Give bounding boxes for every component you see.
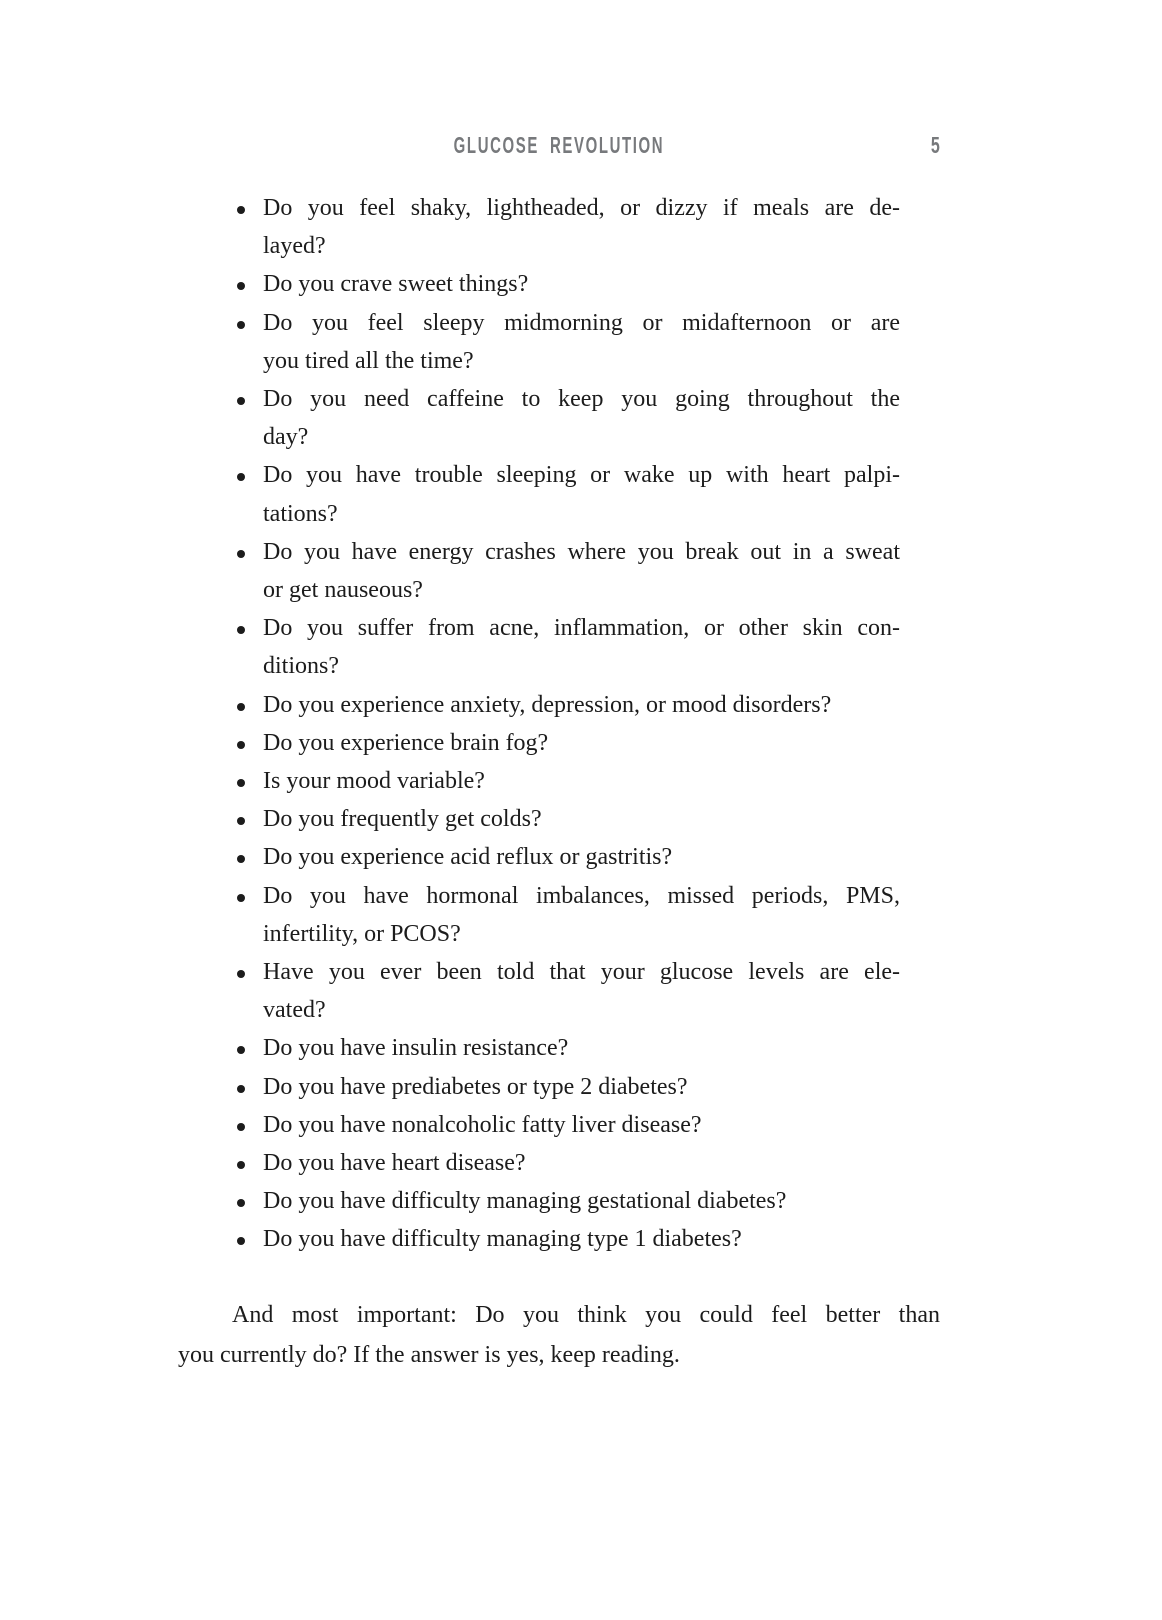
question-item	[178, 1144, 940, 1182]
question-line: infertility, or PCOS?	[263, 920, 461, 947]
question-item	[178, 1068, 940, 1106]
question-line: Have you ever been told that your glucose levels are ele-	[263, 959, 900, 986]
question-line: Do you frequently get colds?	[263, 806, 542, 833]
question-line: or get nauseous?	[263, 577, 423, 604]
bullet-icon	[237, 855, 245, 863]
question-line: Is your mood variable?	[263, 768, 485, 795]
bullet-icon	[237, 397, 245, 405]
question-item	[178, 456, 940, 532]
question-line: Do you have difficulty managing gestational diabetes?	[263, 1188, 787, 1215]
question-line: Do you have nonalcoholic fatty liver disease?	[263, 1111, 702, 1138]
bullet-icon	[237, 1085, 245, 1093]
question-line: tations?	[263, 500, 338, 527]
question-line: Do you have energy crashes where you break out in a sweat	[263, 538, 900, 565]
closing-line: you currently do? If the answer is yes, keep reading.	[178, 1342, 680, 1368]
question-item	[178, 686, 940, 724]
question-item	[178, 1106, 940, 1144]
question-item	[178, 838, 940, 876]
question-item	[178, 800, 940, 838]
question-line: Do you crave sweet things?	[263, 271, 529, 298]
questions-list	[178, 189, 940, 1259]
question-item	[178, 1220, 940, 1258]
bullet-icon	[237, 1237, 245, 1245]
running-head-title: GLUCOSE REVOLUTION	[453, 132, 665, 158]
question-item	[178, 609, 940, 685]
bullet-icon	[237, 550, 245, 558]
question-item	[178, 265, 940, 303]
question-line: Do you have hormonal imbalances, missed periods, PMS,	[263, 882, 900, 909]
question-line: Do you experience acid reflux or gastritis?	[263, 844, 673, 871]
bullet-icon	[237, 1199, 245, 1207]
question-item	[178, 762, 940, 800]
bullet-icon	[237, 282, 245, 290]
question-item	[178, 877, 940, 953]
bullet-icon	[237, 206, 245, 214]
question-item	[178, 189, 940, 265]
question-line: Do you have trouble sleeping or wake up with heart palpi-	[263, 462, 900, 489]
bullet-icon	[237, 1161, 245, 1169]
bullet-icon	[237, 817, 245, 825]
question-item	[178, 1029, 940, 1067]
question-line: Do you feel sleepy midmorning or midafternoon or are	[263, 309, 900, 336]
running-header	[178, 132, 940, 158]
question-line: Do you feel shaky, lightheaded, or dizzy if meals are de-	[263, 195, 900, 221]
bullet-icon	[237, 626, 245, 634]
question-line: Do you experience brain fog?	[263, 729, 549, 756]
bullet-icon	[237, 473, 245, 481]
bullet-icon	[237, 894, 245, 902]
page-number: 5	[931, 132, 940, 158]
question-item	[178, 304, 940, 380]
question-line: Do you have prediabetes or type 2 diabetes?	[263, 1073, 688, 1100]
bullet-icon	[237, 321, 245, 329]
bullet-icon	[237, 741, 245, 749]
bullet-icon	[237, 1046, 245, 1054]
question-line: Do you have insulin resistance?	[263, 1035, 569, 1062]
question-line: Do you have difficulty managing type 1 diabetes?	[263, 1226, 742, 1253]
closing-line: And most important: Do you think you could feel better than	[232, 1302, 940, 1328]
closing-paragraph	[178, 1295, 940, 1375]
question-line: layed?	[263, 233, 326, 260]
bullet-icon	[237, 779, 245, 787]
question-item	[178, 953, 940, 1029]
question-line: day?	[263, 424, 309, 451]
question-item	[178, 380, 940, 456]
question-line: Do you experience anxiety, depression, or mood disorders?	[263, 691, 832, 718]
bullet-icon	[237, 970, 245, 978]
question-line: Do you suffer from acne, inflammation, or other skin con-	[263, 615, 900, 642]
question-item	[178, 533, 940, 609]
bullet-icon	[237, 703, 245, 711]
question-line: Do you have heart disease?	[263, 1150, 526, 1177]
question-item	[178, 724, 940, 762]
question-line: vated?	[263, 997, 326, 1024]
question-item	[178, 1182, 940, 1220]
question-line: Do you need caffeine to keep you going throughout the	[263, 386, 900, 413]
question-line: ditions?	[263, 653, 339, 680]
question-line: you tired all the time?	[263, 347, 474, 374]
bullet-icon	[237, 1123, 245, 1131]
